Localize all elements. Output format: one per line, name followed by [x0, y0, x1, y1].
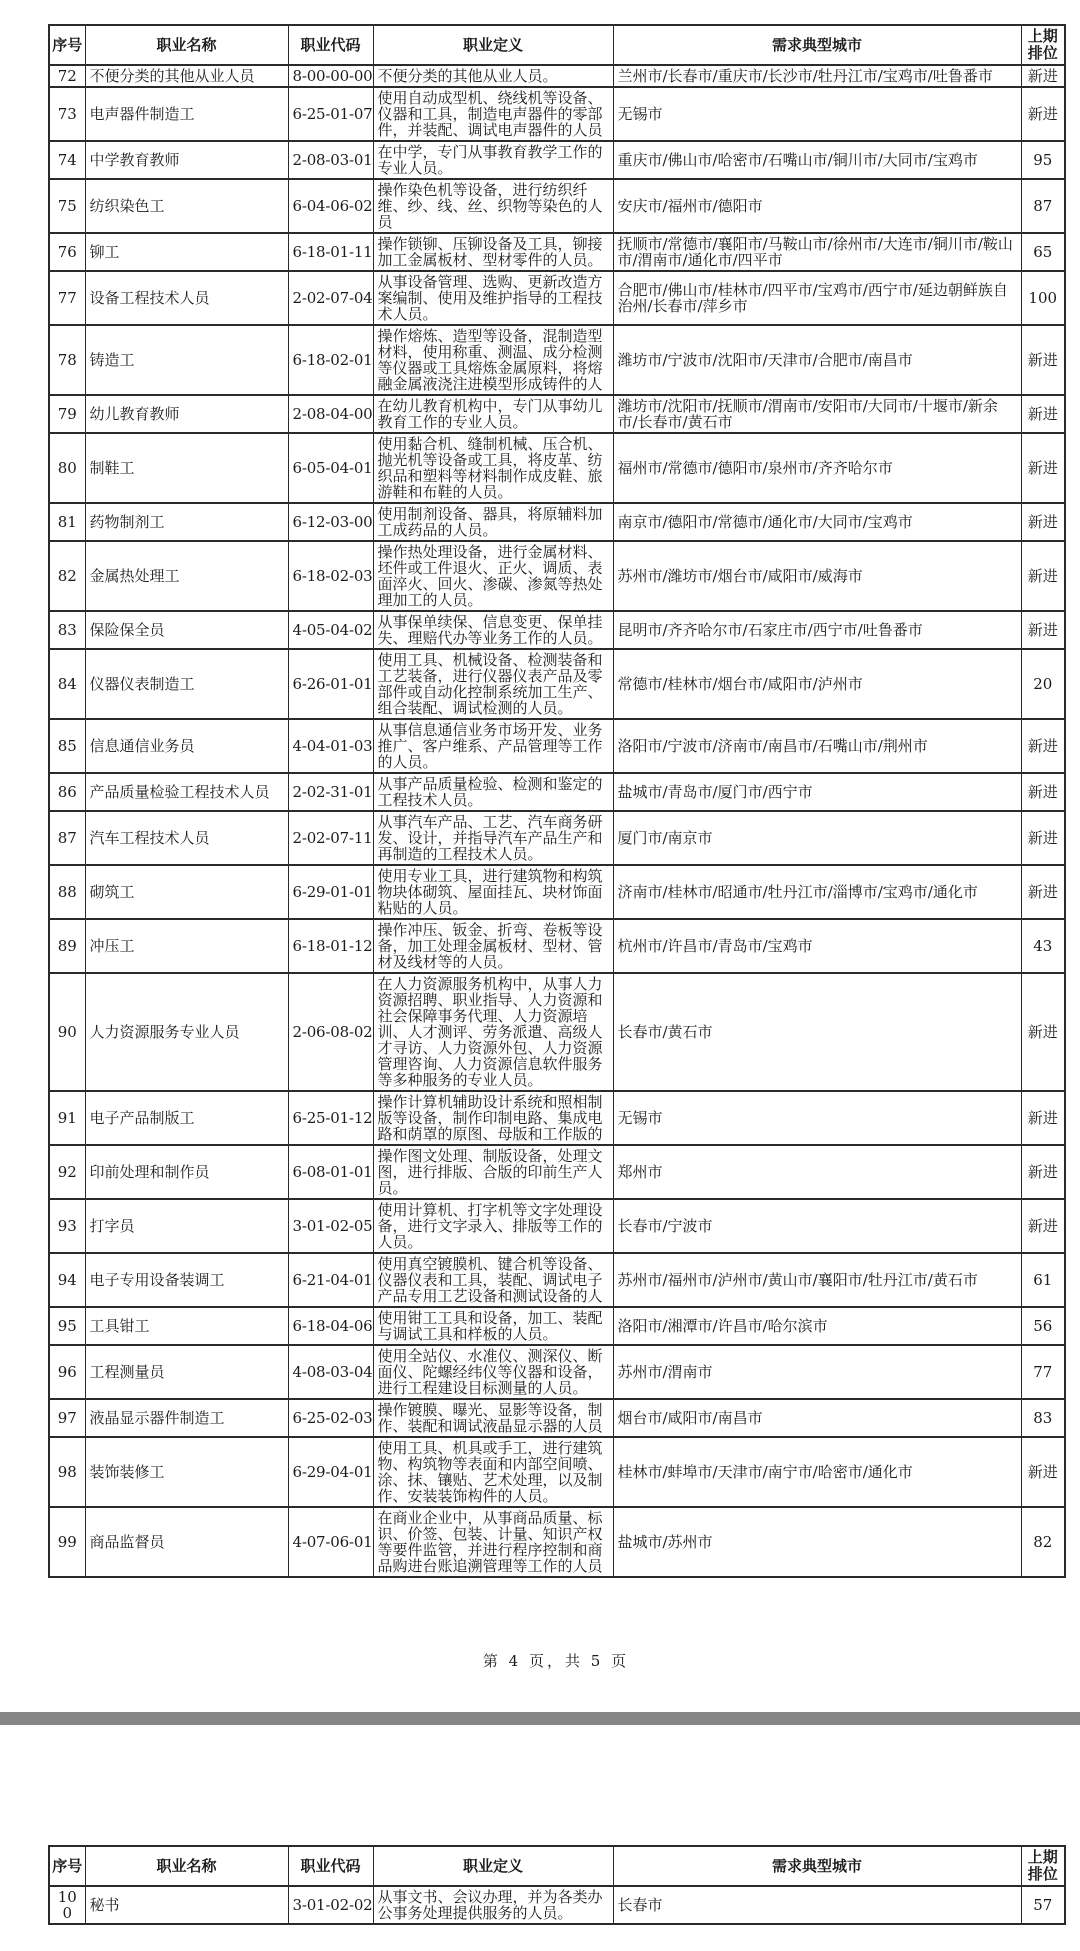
row-index: 95	[49, 1307, 85, 1345]
occupation-code: 4-07-06-01	[288, 1507, 373, 1577]
occupation-definition: 使用钳工工具和设备，加工、装配与调试工具和样板的人员。	[373, 1307, 613, 1345]
previous-rank: 20	[1021, 649, 1065, 719]
occupation-definition: 使用真空镀膜机、键合机等设备、仪器仪表和工具，装配、调试电子产品专用工艺设备和测试设备的人	[373, 1253, 613, 1307]
occupation-name: 中学教育教师	[85, 141, 288, 179]
previous-rank: 77	[1021, 1345, 1065, 1399]
previous-rank: 新进	[1021, 1145, 1065, 1199]
occupation-definition: 操作熔炼、造型等设备，混制造型材料，使用称重、测温、成分检测等仪器或工具熔炼金属原料，将熔融金属液浇注进模型形成铸件的人	[373, 325, 613, 395]
page-indicator: 第 4 页，共 5 页	[482, 1652, 630, 1670]
occupation-definition: 使用制剂设备、器具，将原辅料加工成药品的人员。	[373, 503, 613, 541]
demand-cities: 盐城市/青岛市/厦门市/西宁市	[613, 773, 1021, 811]
occupation-name: 纺织染色工	[85, 179, 288, 233]
occupation-definition: 在商业企业中，从事商品质量、标识、价签、包装、计量、知识产权等要件监管，并进行程序控制和商品购进台账追溯管理等工作的人员	[373, 1507, 613, 1577]
table-row	[49, 395, 1065, 433]
row-index: 72	[49, 65, 85, 87]
occupation-name: 药物制剂工	[85, 503, 288, 541]
previous-rank: 82	[1021, 1507, 1065, 1577]
occupation-code: 2-02-07-11	[288, 811, 373, 865]
header-demand-cities: 需求典型城市	[613, 1846, 1021, 1886]
row-index: 99	[49, 1507, 85, 1577]
demand-cities: 盐城市/苏州市	[613, 1507, 1021, 1577]
row-index: 81	[49, 503, 85, 541]
occupation-name: 人力资源服务专业人员	[85, 973, 288, 1091]
table-row	[49, 719, 1065, 773]
table-row	[49, 1145, 1065, 1199]
row-index: 86	[49, 773, 85, 811]
occupation-name: 铸造工	[85, 325, 288, 395]
previous-rank: 95	[1021, 141, 1065, 179]
header-occupation-definition: 职业定义	[373, 1846, 613, 1886]
occupation-definition: 操作染色机等设备，进行纺织纤维、纱、线、丝、织物等染色的人员	[373, 179, 613, 233]
occupation-name: 电子产品制版工	[85, 1091, 288, 1145]
table-header-row	[49, 1846, 1065, 1886]
occupation-code: 2-08-03-01	[288, 141, 373, 179]
table-row	[49, 1437, 1065, 1507]
occupation-name: 工程测量员	[85, 1345, 288, 1399]
demand-cities: 无锡市	[613, 1091, 1021, 1145]
occupation-definition: 操作热处理设备，进行金属材料、坯件或工件退火、正火、调质、表面淬火、回火、渗碳、渗氮等热处理加工的人员。	[373, 541, 613, 611]
previous-rank: 43	[1021, 919, 1065, 973]
occupation-name: 信息通信业务员	[85, 719, 288, 773]
table-row	[49, 811, 1065, 865]
row-index: 85	[49, 719, 85, 773]
occupation-code: 2-06-08-02	[288, 973, 373, 1091]
demand-cities: 常德市/桂林市/烟台市/咸阳市/泸州市	[613, 649, 1021, 719]
occupation-name: 冲压工	[85, 919, 288, 973]
row-index: 89	[49, 919, 85, 973]
table-row	[49, 325, 1065, 395]
occupations-table-page5	[48, 1845, 1066, 1925]
demand-cities: 洛阳市/湘潭市/许昌市/哈尔滨市	[613, 1307, 1021, 1345]
occupation-code: 4-05-04-02	[288, 611, 373, 649]
demand-cities: 苏州市/渭南市	[613, 1345, 1021, 1399]
table-row	[49, 973, 1065, 1091]
row-index: 83	[49, 611, 85, 649]
previous-rank: 新进	[1021, 65, 1065, 87]
previous-rank: 61	[1021, 1253, 1065, 1307]
demand-cities: 郑州市	[613, 1145, 1021, 1199]
header-occupation-definition: 职业定义	[373, 25, 613, 65]
row-index: 77	[49, 271, 85, 325]
demand-cities: 无锡市	[613, 87, 1021, 141]
occupation-definition: 从事汽车产品、工艺、汽车商务研发、设计，并指导汽车产品生产和再制造的工程技术人员。	[373, 811, 613, 865]
occupation-definition: 操作图文处理、制版设备，处理文图，进行排版、合版的印前生产人员。	[373, 1145, 613, 1199]
previous-rank: 新进	[1021, 541, 1065, 611]
occupation-name: 工具钳工	[85, 1307, 288, 1345]
occupation-definition: 使用工具、机具或手工，进行建筑物、构筑物等表面和内部空间喷、涂、抹、镶贴、艺术处理，以及制作、安装装饰构件的人员。	[373, 1437, 613, 1507]
demand-cities: 济南市/桂林市/昭通市/牡丹江市/淄博市/宝鸡市/通化市	[613, 865, 1021, 919]
table-row	[49, 65, 1065, 87]
row-index: 94	[49, 1253, 85, 1307]
occupation-code: 6-25-01-07	[288, 87, 373, 141]
row-index: 79	[49, 395, 85, 433]
occupation-name: 砌筑工	[85, 865, 288, 919]
row-index: 80	[49, 433, 85, 503]
previous-rank: 新进	[1021, 503, 1065, 541]
demand-cities: 厦门市/南京市	[613, 811, 1021, 865]
occupation-definition: 使用工具、机械设备、检测装备和工艺装备，进行仪器仪表产品及零部件或自动化控制系统加工生产、组合装配、调试检测的人员。	[373, 649, 613, 719]
occupation-name: 打字员	[85, 1199, 288, 1253]
header-previous-rank: 上期排位	[1021, 25, 1065, 65]
row-index: 92	[49, 1145, 85, 1199]
demand-cities: 重庆市/佛山市/哈密市/石嘴山市/铜川市/大同市/宝鸡市	[613, 141, 1021, 179]
occupation-definition: 从事信息通信业务市场开发、业务推广、客户维系、产品管理等工作的人员。	[373, 719, 613, 773]
previous-rank: 新进	[1021, 1437, 1065, 1507]
previous-rank: 新进	[1021, 433, 1065, 503]
demand-cities: 杭州市/许昌市/青岛市/宝鸡市	[613, 919, 1021, 973]
occupation-name: 铆工	[85, 233, 288, 271]
row-index: 100	[49, 1886, 85, 1924]
occupation-code: 6-25-01-12	[288, 1091, 373, 1145]
occupation-name: 金属热处理工	[85, 541, 288, 611]
occupation-definition: 从事文书、会议办理，并为各类办公事务处理提供服务的人员。	[373, 1886, 613, 1924]
occupation-code: 6-29-01-01	[288, 865, 373, 919]
occupation-name: 秘书	[85, 1886, 288, 1924]
row-index: 88	[49, 865, 85, 919]
demand-cities: 安庆市/福州市/德阳市	[613, 179, 1021, 233]
page-divider	[0, 1712, 1080, 1725]
occupation-name: 制鞋工	[85, 433, 288, 503]
occupation-code: 6-29-04-01	[288, 1437, 373, 1507]
previous-rank: 65	[1021, 233, 1065, 271]
table-row	[49, 1307, 1065, 1345]
row-index: 74	[49, 141, 85, 179]
demand-cities: 福州市/常德市/德阳市/泉州市/齐齐哈尔市	[613, 433, 1021, 503]
table-row	[49, 433, 1065, 503]
table-row	[49, 1091, 1065, 1145]
previous-rank: 83	[1021, 1399, 1065, 1437]
occupation-name: 汽车工程技术人员	[85, 811, 288, 865]
row-index: 78	[49, 325, 85, 395]
header-index: 序号	[49, 25, 85, 65]
occupation-definition: 操作镀膜、曝光、显影等设备，制作、装配和调试液晶显示器的人员	[373, 1399, 613, 1437]
occupation-code: 6-25-02-03	[288, 1399, 373, 1437]
occupation-definition: 在中学，专门从事教育教学工作的专业人员。	[373, 141, 613, 179]
occupation-name: 装饰装修工	[85, 1437, 288, 1507]
header-occupation-name: 职业名称	[85, 25, 288, 65]
previous-rank: 新进	[1021, 325, 1065, 395]
table-row	[49, 773, 1065, 811]
table-row	[49, 1199, 1065, 1253]
table-row	[49, 233, 1065, 271]
table-row	[49, 1253, 1065, 1307]
occupation-code: 3-01-02-05	[288, 1199, 373, 1253]
occupation-name: 保险保全员	[85, 611, 288, 649]
previous-rank: 新进	[1021, 811, 1065, 865]
occupation-definition: 操作锁铆、压铆设备及工具，铆接加工金属板材、型材零件的人员。	[373, 233, 613, 271]
previous-rank: 新进	[1021, 865, 1065, 919]
occupation-code: 6-18-01-12	[288, 919, 373, 973]
occupation-definition: 操作冲压、钣金、折弯、卷板等设备，加工处理金属板材、型材、管材及线材等的人员。	[373, 919, 613, 973]
table-row	[49, 1507, 1065, 1577]
occupation-definition: 从事设备管理、选购、更新改造方案编制、使用及维护指导的工程技术人员。	[373, 271, 613, 325]
table-row	[49, 919, 1065, 973]
row-index: 82	[49, 541, 85, 611]
row-index: 75	[49, 179, 85, 233]
demand-cities: 苏州市/潍坊市/烟台市/咸阳市/威海市	[613, 541, 1021, 611]
demand-cities: 昆明市/齐齐哈尔市/石家庄市/西宁市/吐鲁番市	[613, 611, 1021, 649]
occupation-code: 6-18-02-03	[288, 541, 373, 611]
occupation-name: 商品监督员	[85, 1507, 288, 1577]
occupation-code: 4-08-03-04	[288, 1345, 373, 1399]
demand-cities: 潍坊市/沈阳市/抚顺市/渭南市/安阳市/大同市/十堰市/新余市/长春市/黄石市	[613, 395, 1021, 433]
table-row	[49, 611, 1065, 649]
demand-cities: 桂林市/蚌埠市/天津市/南宁市/哈密市/通化市	[613, 1437, 1021, 1507]
previous-rank: 新进	[1021, 395, 1065, 433]
demand-cities: 洛阳市/宁波市/济南市/南昌市/石嘴山市/荆州市	[613, 719, 1021, 773]
occupation-code: 6-04-06-02	[288, 179, 373, 233]
header-occupation-name: 职业名称	[85, 1846, 288, 1886]
demand-cities: 烟台市/咸阳市/南昌市	[613, 1399, 1021, 1437]
demand-cities: 长春市/黄石市	[613, 973, 1021, 1091]
demand-cities: 苏州市/福州市/泸州市/黄山市/襄阳市/牡丹江市/黄石市	[613, 1253, 1021, 1307]
table-row	[49, 503, 1065, 541]
previous-rank: 新进	[1021, 773, 1065, 811]
occupation-code: 6-18-04-06	[288, 1307, 373, 1345]
occupation-code: 2-02-07-04	[288, 271, 373, 325]
occupation-definition: 使用黏合机、缝制机械、压合机、抛光机等设备或工具，将皮革、纺织品和塑料等材料制作成皮鞋、旅游鞋和布鞋的人员。	[373, 433, 613, 503]
previous-rank: 新进	[1021, 1199, 1065, 1253]
table-row	[49, 865, 1065, 919]
previous-rank: 新进	[1021, 87, 1065, 141]
table-row	[49, 141, 1065, 179]
demand-cities: 南京市/德阳市/常德市/通化市/大同市/宝鸡市	[613, 503, 1021, 541]
occupation-name: 仪器仪表制造工	[85, 649, 288, 719]
table-row	[49, 271, 1065, 325]
occupation-code: 6-18-01-11	[288, 233, 373, 271]
header-previous-rank: 上期排位	[1021, 1846, 1065, 1886]
occupation-definition: 在幼儿教育机构中，专门从事幼儿教育工作的专业人员。	[373, 395, 613, 433]
table-row	[49, 649, 1065, 719]
table-row	[49, 1399, 1065, 1437]
occupation-name: 产品质量检验工程技术人员	[85, 773, 288, 811]
occupation-code: 6-18-02-01	[288, 325, 373, 395]
demand-cities: 合肥市/佛山市/桂林市/四平市/宝鸡市/西宁市/延边朝鲜族自治州/长春市/萍乡市	[613, 271, 1021, 325]
row-index: 76	[49, 233, 85, 271]
occupation-definition: 不便分类的其他从业人员。	[373, 65, 613, 87]
occupation-code: 2-02-31-01	[288, 773, 373, 811]
occupation-name: 印前处理和制作员	[85, 1145, 288, 1199]
occupation-code: 6-12-03-00	[288, 503, 373, 541]
table-row	[49, 1345, 1065, 1399]
demand-cities: 抚顺市/常德市/襄阳市/马鞍山市/徐州市/大连市/铜川市/鞍山市/渭南市/通化市/四平市	[613, 233, 1021, 271]
demand-cities: 兰州市/长春市/重庆市/长沙市/牡丹江市/宝鸡市/吐鲁番市	[613, 65, 1021, 87]
occupation-code: 2-08-04-00	[288, 395, 373, 433]
occupation-name: 电子专用设备装调工	[85, 1253, 288, 1307]
header-occupation-code: 职业代码	[288, 25, 373, 65]
header-occupation-code: 职业代码	[288, 1846, 373, 1886]
previous-rank: 100	[1021, 271, 1065, 325]
occupation-name: 电声器件制造工	[85, 87, 288, 141]
table-row	[49, 87, 1065, 141]
occupation-code: 6-26-01-01	[288, 649, 373, 719]
occupation-name: 设备工程技术人员	[85, 271, 288, 325]
occupation-code: 4-04-01-03	[288, 719, 373, 773]
occupation-code: 6-21-04-01	[288, 1253, 373, 1307]
row-index: 73	[49, 87, 85, 141]
header-index: 序号	[49, 1846, 85, 1886]
previous-rank: 新进	[1021, 1091, 1065, 1145]
occupation-code: 3-01-02-02	[288, 1886, 373, 1924]
occupation-code: 6-05-04-01	[288, 433, 373, 503]
table-row	[49, 1886, 1065, 1924]
table-header-row	[49, 25, 1065, 65]
occupation-definition: 从事保单续保、信息变更、保单挂失、理赔代办等业务工作的人员。	[373, 611, 613, 649]
occupations-table-page4	[48, 24, 1066, 1578]
previous-rank: 新进	[1021, 719, 1065, 773]
occupation-definition: 使用专业工具，进行建筑物和构筑物块体砌筑、屋面挂瓦、块材饰面粘贴的人员。	[373, 865, 613, 919]
occupation-definition: 使用自动成型机、绕线机等设备、仪器和工具，制造电声器件的零部件，并装配、调试电声器件的人员	[373, 87, 613, 141]
demand-cities: 潍坊市/宁波市/沈阳市/天津市/合肥市/南昌市	[613, 325, 1021, 395]
occupation-code: 8-00-00-00	[288, 65, 373, 87]
row-index: 90	[49, 973, 85, 1091]
occupation-definition: 在人力资源服务机构中，从事人力资源招聘、职业指导、人力资源和社会保障事务代理、人力资源培训、人才测评、劳务派遣、高级人才寻访、人力资源外包、人力资源管理咨询、人力资源信息软件服务等多种服务的专业人员。	[373, 973, 613, 1091]
header-demand-cities: 需求典型城市	[613, 25, 1021, 65]
previous-rank: 87	[1021, 179, 1065, 233]
previous-rank: 56	[1021, 1307, 1065, 1345]
occupation-definition: 使用计算机、打字机等文字处理设备，进行文字录入、排版等工作的人员。	[373, 1199, 613, 1253]
demand-cities: 长春市	[613, 1886, 1021, 1924]
previous-rank: 新进	[1021, 611, 1065, 649]
occupation-definition: 使用全站仪、水准仪、测深仪、断面仪、陀螺经纬仪等仪器和设备，进行工程建设目标测量的人员。	[373, 1345, 613, 1399]
table-row	[49, 541, 1065, 611]
occupation-name: 幼儿教育教师	[85, 395, 288, 433]
table-row	[49, 179, 1065, 233]
occupation-code: 6-08-01-01	[288, 1145, 373, 1199]
row-index: 98	[49, 1437, 85, 1507]
demand-cities: 长春市/宁波市	[613, 1199, 1021, 1253]
occupation-name: 不便分类的其他从业人员	[85, 65, 288, 87]
row-index: 97	[49, 1399, 85, 1437]
occupation-name: 液晶显示器件制造工	[85, 1399, 288, 1437]
occupation-definition: 操作计算机辅助设计系统和照相制版等设备，制作印制电路、集成电路和荫罩的原图、母版和工作版的	[373, 1091, 613, 1145]
row-index: 91	[49, 1091, 85, 1145]
row-index: 96	[49, 1345, 85, 1399]
row-index: 87	[49, 811, 85, 865]
previous-rank: 新进	[1021, 973, 1065, 1091]
previous-rank: 57	[1021, 1886, 1065, 1924]
row-index: 93	[49, 1199, 85, 1253]
row-index: 84	[49, 649, 85, 719]
occupation-definition: 从事产品质量检验、检测和鉴定的工程技术人员。	[373, 773, 613, 811]
